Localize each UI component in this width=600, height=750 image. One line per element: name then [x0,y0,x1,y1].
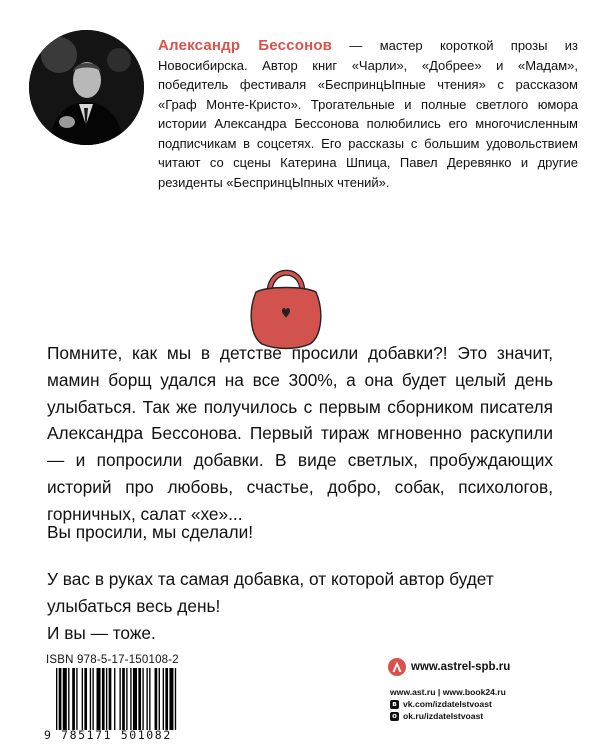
author-name: Александр Бессонов [158,37,333,54]
barcode-bar [142,668,143,730]
barcode-bar [155,668,158,730]
barcode-bar [122,668,125,730]
barcode-bar [165,668,168,730]
vk-link[interactable] [390,698,506,710]
annotation-paragraph: Вы просили, мы сделали! [47,522,254,542]
barcode-bar [130,668,131,730]
publisher-main-url[interactable]: www.astrel-spb.ru [411,661,511,673]
barcode-bar [84,668,87,730]
barcode-bar [163,668,164,730]
publisher-logo-icon [388,658,406,676]
publisher-main-site[interactable] [388,657,510,677]
annotation-paragraph: Помните, как мы в детстве просили добавки?! Это значит, мамин борщ удался на все 300%, а она будет целый день улыбаться. Так же получилось с первым сборником писателя Александра Бессонова. Первый тираж мгновенно раскупили — и попросили добавки. В виде светлых, пробуждающих историй про любовь, счастье, добро, собак, психологов, горничных, салат «хе»... [47,343,553,524]
ok-link-text[interactable]: ok.ru/izdatelstvoast [403,711,484,721]
barcode-bar [92,668,93,730]
barcode-bar [149,668,150,730]
annotation-paragraph: У вас в руках та самая добавка, от которой автор будет улыбаться весь день! [47,569,494,616]
padlock-heart-icon [248,256,324,350]
barcode-bar [146,668,147,730]
barcode-bar [159,668,160,730]
barcode-bar [133,668,137,730]
annotation-paragraph: И вы — тоже. [47,623,156,643]
ok-link[interactable] [390,710,506,722]
barcode-bar [82,668,83,730]
barcode-bar [56,668,57,730]
barcode-bar [97,668,101,730]
barcode-bar [63,668,67,730]
publisher-sites-text[interactable]: www.ast.ru | www.book24.ru [390,687,506,697]
ok-icon: о [390,712,399,721]
barcode-bar [119,668,120,730]
barcode-bar [126,668,127,730]
barcode-bar [175,668,176,730]
isbn-text: ISBN 978-5-17-150108-2 [46,654,179,666]
barcode [56,668,231,730]
author-bio-text: — мастер короткой прозы из Новосибирска. Автор книг «Чарли», «Добрее» и «Мадам», победитель фестиваля «БеспринцЫпные чтения» с рассказом «Граф Монте-Кристо». Трогательные и полные светлого юмора истории Александра Бессонова полюбились его многочисленным подписчикам в соцсетях. Его рассказы с большим удовольствием читают со сцены Катерина Шпица, Павел Деревянко и другие резиденты «БеспринцЫпных чтений». [158,38,578,190]
vk-icon: в [390,700,399,709]
barcode-bar [90,668,91,730]
vk-link-text[interactable]: vk.com/izdatelstvoast [403,699,492,709]
author-bio [158,36,578,192]
barcode-bar [72,668,75,730]
barcode-bar [59,668,62,730]
barcode-bar [106,668,107,730]
barcode-bar [76,668,77,730]
barcode-bar [169,668,173,730]
barcode-bar [102,668,105,730]
barcode-bar [138,668,141,730]
author-photo [29,30,144,145]
barcode-bar [68,668,69,730]
barcode-bar [114,668,115,730]
author-portrait [29,30,144,145]
publisher-links [390,686,506,722]
barcode-digits: 9 785171 501082 [44,728,172,742]
publisher-sites-line[interactable] [390,686,506,698]
barcode-bar [109,668,112,730]
